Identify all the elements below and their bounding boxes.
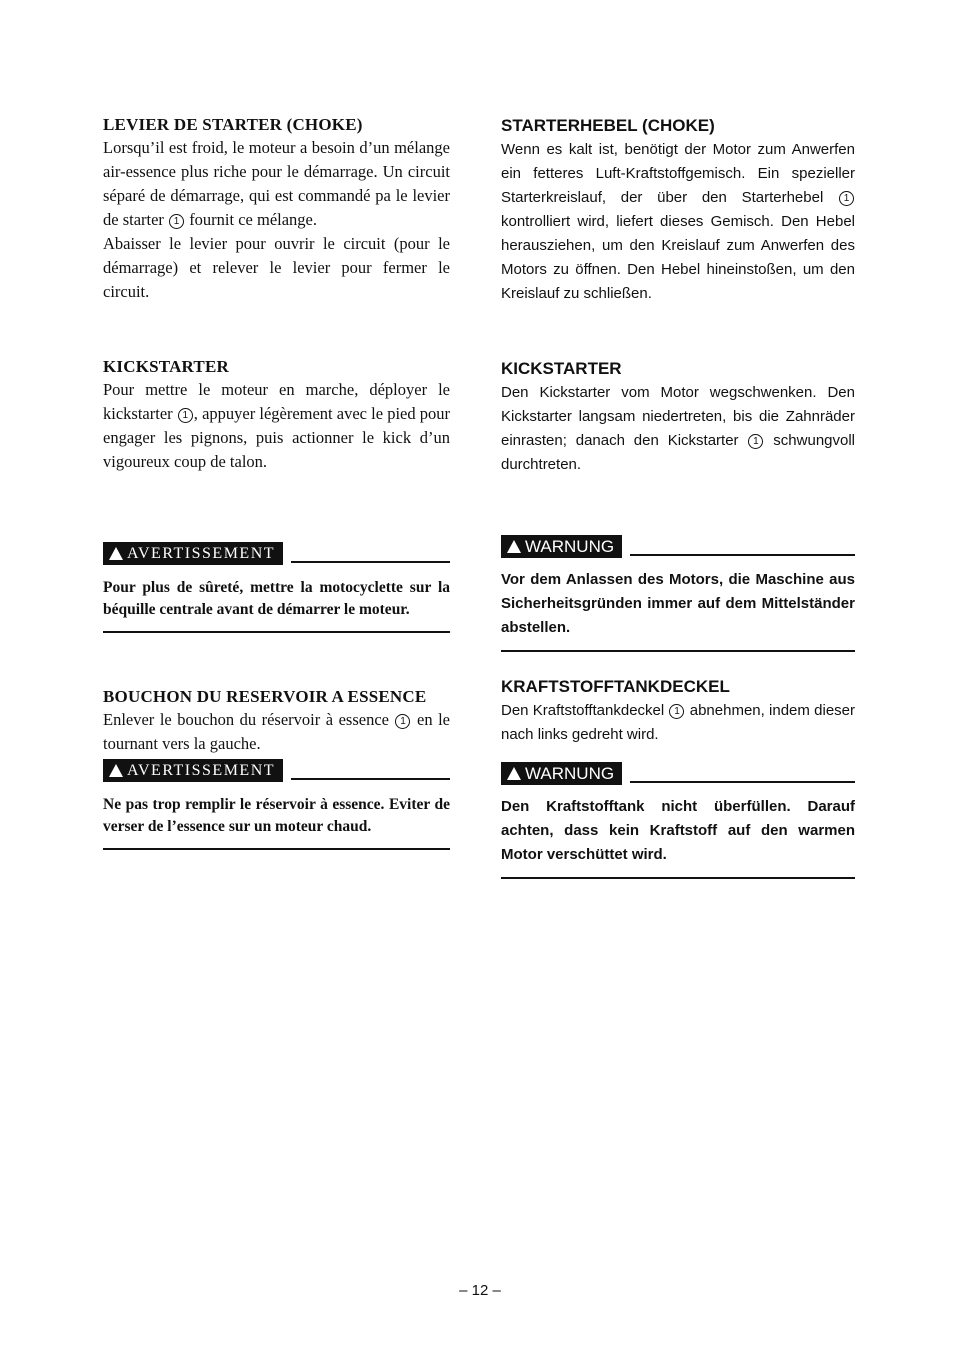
de-warning-2-text: Den Kraftstofftank nicht überfüllen. Darauf achten, dass kein Kraftstoff auf den warmen Motor verschüttet wird. xyxy=(501,798,855,863)
fr-choke-title: LEVIER DE STARTER (CHOKE) xyxy=(103,115,363,134)
de-kick-section xyxy=(501,357,855,477)
de-choke-text xyxy=(501,138,855,306)
warning-triangle-icon xyxy=(507,767,521,780)
page-number: – 12 – xyxy=(459,1282,501,1299)
fr-choke-text-a: Lorsqu’il est froid, le moteur a besoin d’un mélange air-essence plus riche pour le démarrage. Un circuit séparé de démarrage, qui est commandé pa le levier de starter xyxy=(103,138,450,229)
fr-warning-1 xyxy=(103,542,450,633)
fr-warning-header xyxy=(103,759,450,782)
fr-warning-1-text: Pour plus de sûreté, mettre la motocyclette sur la béquille centrale avant de démarrer le moteur. xyxy=(103,579,450,618)
de-tank-text xyxy=(501,699,855,747)
fr-tank-text xyxy=(103,708,450,756)
de-warning-rule xyxy=(501,877,855,879)
fr-warning-badge xyxy=(103,542,283,565)
fr-warning-rule xyxy=(103,631,450,633)
de-tank-text-a: Den Kraftstofftankdeckel xyxy=(501,702,665,719)
warning-triangle-icon xyxy=(109,547,123,560)
fr-kick-title: KICKSTARTER xyxy=(103,357,229,376)
ref-circle-1: 1 xyxy=(395,714,410,729)
fr-warning-line xyxy=(291,561,450,563)
fr-tank-title: BOUCHON DU RESERVOIR A ESSENCE xyxy=(103,687,427,706)
fr-warning-rule xyxy=(103,848,450,850)
fr-choke-section xyxy=(103,114,450,304)
fr-warning-header xyxy=(103,542,450,565)
fr-warning-2 xyxy=(103,759,450,850)
warning-triangle-icon xyxy=(507,540,521,553)
fr-warning-line xyxy=(291,778,450,780)
warning-triangle-icon xyxy=(109,764,123,777)
de-warning-1-text: Vor dem Anlassen des Motors, die Maschine aus Sicherheitsgründen immer auf dem Mittelständer abstellen. xyxy=(501,571,855,636)
de-choke-text-a: Wenn es kalt ist, benötigt der Motor zum Anwerfen ein fetteres Luft-Kraftstoffgemisch. Ein spezieller Starterkreislauf, der über den Starterhebel xyxy=(501,141,855,206)
de-kick-text-b: schwungvoll durchtreten. xyxy=(501,432,856,473)
fr-choke-text-b: fournit ce mélange. xyxy=(189,210,318,229)
de-kick-text-a: Den Kickstarter vom Motor wegschwenken. Den Kickstarter langsam niedertreten, bis die Zahnräder einrasten; danach den Kickstarter xyxy=(501,384,855,449)
de-kick-title: KICKSTARTER xyxy=(501,359,622,378)
fr-warning-label: AVERTISSEMENT xyxy=(127,544,276,562)
de-tank-section xyxy=(501,675,855,747)
de-warning-label: WARNUNG xyxy=(525,763,615,783)
de-warning-line xyxy=(630,781,855,783)
fr-warning-badge xyxy=(103,759,283,782)
de-warning-badge xyxy=(501,535,622,558)
fr-choke-text-c: Abaisser le levier pour ouvrir le circuit (pour le démarrage) et relever le levier pour fermer le circuit. xyxy=(103,234,450,301)
de-choke-section xyxy=(501,114,855,306)
de-choke-text-b: kontrolliert wird, liefert dieses Gemisch. Den Hebel herausziehen, um den Kreislauf zum Anwerfen des Motors zu öffnen. Den Hebel hineinstoßen, um den Kreislauf zu schließen. xyxy=(501,213,855,302)
fr-warning-label: AVERTISSEMENT xyxy=(127,761,276,779)
de-warning-label: WARNUNG xyxy=(525,536,615,556)
fr-kick-text-a: Pour mettre le moteur en marche, déployer le kickstarter xyxy=(103,380,450,423)
de-warning-rule xyxy=(501,650,855,652)
de-warning-2 xyxy=(501,762,855,879)
ref-circle-1: 1 xyxy=(839,191,854,206)
ref-circle-1: 1 xyxy=(178,408,193,423)
fr-tank-text-b: en le tournant vers la gauche. xyxy=(103,710,450,753)
fr-kick-section xyxy=(103,356,450,474)
de-warning-header xyxy=(501,535,855,558)
fr-tank-section xyxy=(103,686,450,756)
fr-warning-2-text: Ne pas trop remplir le réservoir à essence. Eviter de verser de l’essence sur un moteur chaud. xyxy=(103,796,450,835)
fr-kick-text xyxy=(103,378,450,474)
de-tank-title: KRAFTSTOFFTANKDECKEL xyxy=(501,677,730,696)
fr-tank-text-a: Enlever le bouchon du réservoir à essence xyxy=(103,710,389,729)
ref-circle-1: 1 xyxy=(669,704,684,719)
de-kick-text xyxy=(501,381,855,477)
de-warning-badge xyxy=(501,762,622,785)
ref-circle-1: 1 xyxy=(169,214,184,229)
fr-kick-text-b: , appuyer légèrement avec le pied pour engager les pignons, puis actionner le kick d’un vigoureux coup de talon. xyxy=(103,404,451,471)
de-tank-text-b: abnehmen, indem dieser nach links gedreht wird. xyxy=(501,702,855,743)
de-warning-header xyxy=(501,762,855,785)
fr-choke-text xyxy=(103,136,450,232)
de-warning-line xyxy=(630,554,855,556)
ref-circle-1: 1 xyxy=(748,434,763,449)
de-choke-title: STARTERHEBEL (CHOKE) xyxy=(501,116,715,135)
de-warning-1 xyxy=(501,535,855,652)
